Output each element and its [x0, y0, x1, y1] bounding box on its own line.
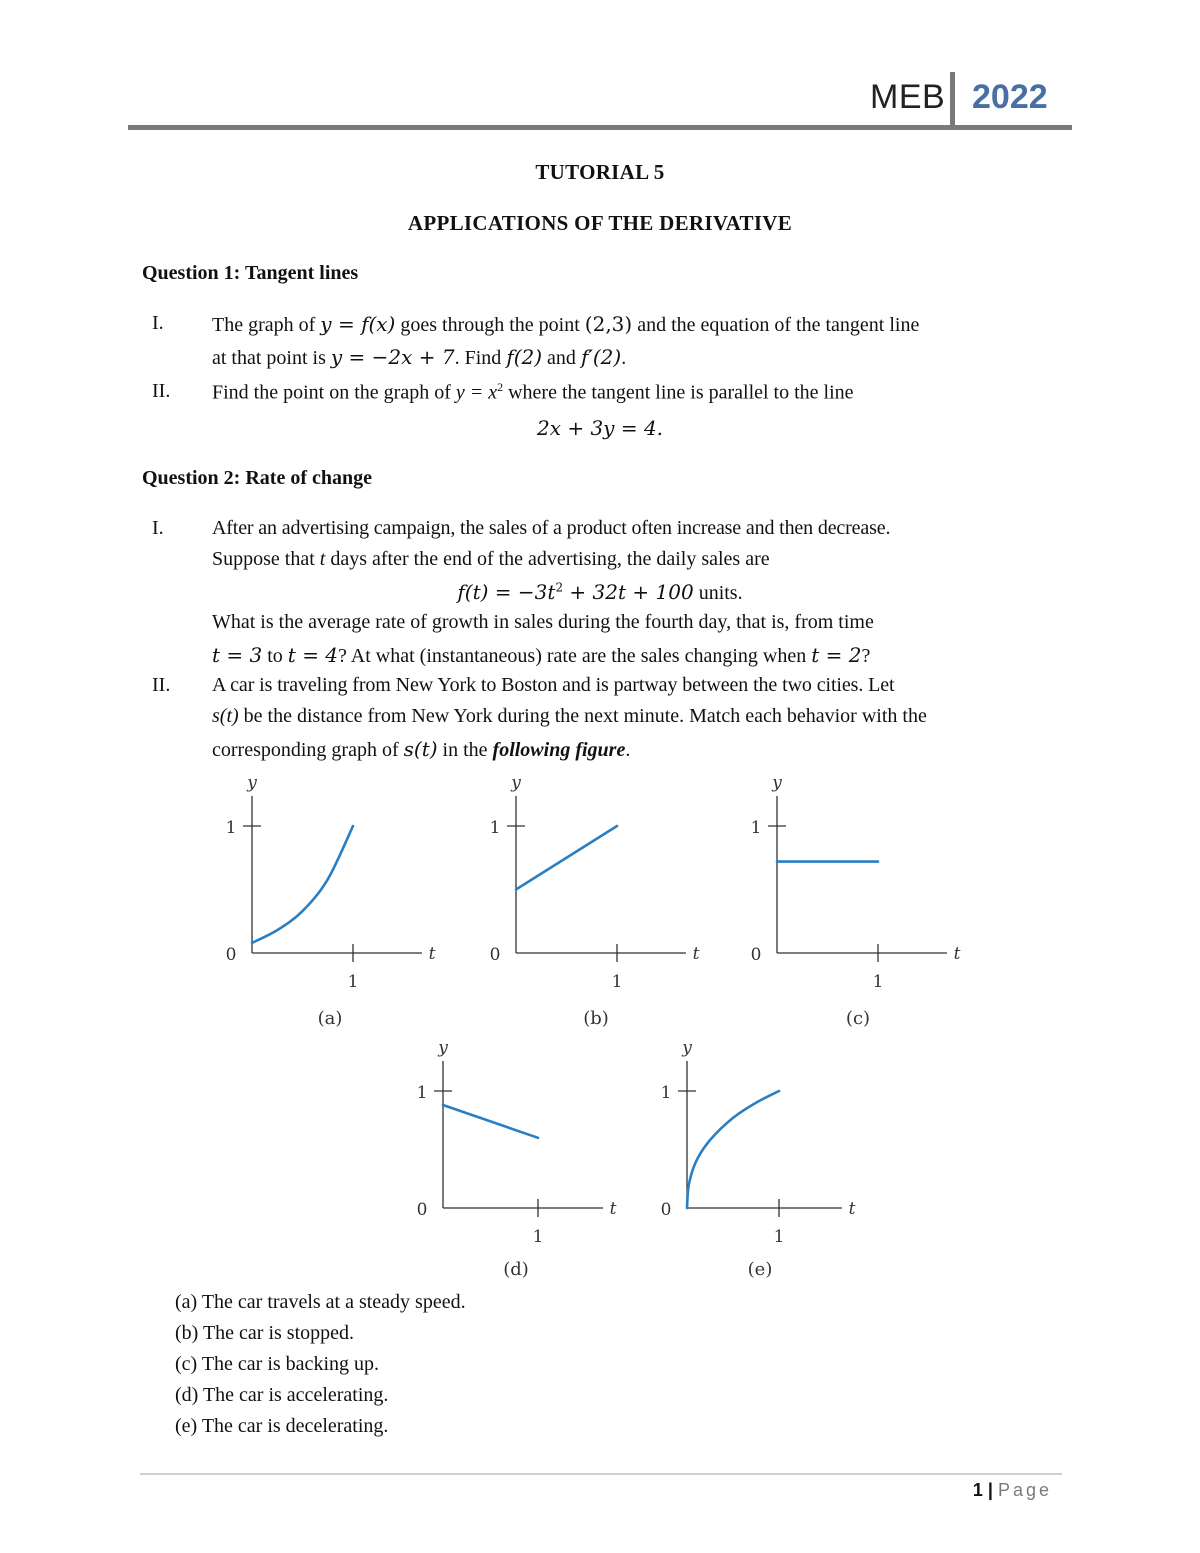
page-footer	[900, 1480, 1052, 1501]
answer-choice-b: (b) The car is stopped.	[175, 1322, 355, 1344]
origin-label: 0	[416, 1200, 428, 1220]
graph-a	[226, 773, 436, 1029]
q2-item-2-number: II.	[152, 674, 171, 696]
y-axis-label: y	[247, 773, 257, 793]
graph-caption: (a)	[317, 1008, 343, 1029]
graph-e	[661, 1038, 856, 1280]
series-line	[252, 826, 353, 943]
y-tick-label-1: 1	[660, 1083, 672, 1103]
question-1-heading: Question 1: Tangent lines	[142, 262, 359, 284]
footer-rule	[140, 1473, 1062, 1475]
footer-separator: |	[982, 1480, 998, 1500]
page-subtitle: APPLICATIONS OF THE DERIVATIVE	[407, 211, 793, 235]
t-axis-label: t	[609, 1199, 617, 1219]
q2-item-2-line-2: s(t) be the distance from New York during the next minute. Match each behavior with the	[212, 705, 927, 727]
q1-item-1-line-1: The graph of y = f(x) goes through the point (2,3) and the equation of the tangent line	[212, 312, 920, 336]
y-axis-label: y	[511, 773, 521, 793]
graph-caption: (c)	[845, 1008, 871, 1029]
answer-choice-e: (e) The car is decelerating.	[175, 1415, 389, 1437]
page-number: 1	[972, 1480, 983, 1500]
graph-d	[417, 1038, 617, 1280]
t-axis-label: t	[428, 944, 436, 964]
q2-item-1-equation: $f(t) = -3t^2 + 32t + 100$ units.	[457, 580, 743, 604]
q2-item-2-line-3: corresponding graph of s(t) in the following figure.	[212, 737, 631, 761]
series-line	[443, 1105, 538, 1138]
y-tick-label-1: 1	[225, 818, 237, 838]
origin-label: 0	[225, 945, 237, 965]
origin-label: 0	[660, 1200, 672, 1220]
y-tick-label-1: 1	[416, 1083, 428, 1103]
t-tick-label-1: 1	[872, 972, 884, 992]
q2-item-2-line-1: A car is traveling from New York to Boston and is partway between the two cities. Let	[212, 674, 895, 696]
q1-item-2-line-1: Find the point on the graph of $y = x^2$ where the tangent line is parallel to the line	[212, 380, 854, 404]
origin-label: 0	[489, 945, 501, 965]
graph-caption: (e)	[747, 1259, 773, 1280]
y-axis-label: y	[772, 773, 782, 793]
t-tick-label-1: 1	[773, 1227, 785, 1247]
q2-item-1-line-2: Suppose that t days after the end of the advertising, the daily sales are	[212, 548, 770, 570]
header-org: MEB	[870, 78, 946, 116]
graph-c	[751, 773, 961, 1029]
q1-item-1-line-2: at that point is y = −2x + 7. Find f(2) and f′(2).	[212, 345, 627, 369]
page-label: Page	[997, 1480, 1052, 1500]
answer-choice-a: (a) The car travels at a steady speed.	[175, 1291, 466, 1313]
q1-item-2-number: II.	[152, 380, 171, 402]
series-line	[687, 1091, 779, 1208]
graph-caption: (d)	[503, 1259, 529, 1280]
q1-item-2-equation: 2x + 3y = 4.	[536, 416, 664, 440]
t-axis-label: t	[692, 944, 700, 964]
answer-choice-c: (c) The car is backing up.	[175, 1353, 379, 1375]
page-title: TUTORIAL 5	[535, 160, 665, 184]
q2-item-1-line-1: After an advertising campaign, the sales of a product often increase and then decrease.	[212, 517, 891, 539]
header-year: 2022	[972, 78, 1048, 116]
y-axis-label: y	[682, 1038, 692, 1058]
y-tick-label-1: 1	[489, 818, 501, 838]
y-axis-label: y	[438, 1038, 448, 1058]
t-axis-label: t	[953, 944, 961, 964]
t-tick-label-1: 1	[532, 1227, 544, 1247]
q1-item-1-number: I.	[152, 312, 164, 334]
graph-b	[490, 773, 700, 1029]
q2-item-1-number: I.	[152, 517, 164, 539]
y-tick-label-1: 1	[750, 818, 762, 838]
answer-choice-d: (d) The car is accelerating.	[175, 1384, 389, 1406]
t-tick-label-1: 1	[611, 972, 623, 992]
q2-item-1-line-4: What is the average rate of growth in sales during the fourth day, that is, from time	[212, 611, 874, 633]
series-line	[516, 826, 617, 890]
q2-item-1-line-5: t = 3 to t = 4? At what (instantaneous) rate are the sales changing when t = 2?	[212, 643, 871, 667]
t-tick-label-1: 1	[347, 972, 359, 992]
question-2-heading: Question 2: Rate of change	[142, 467, 372, 489]
origin-label: 0	[750, 945, 762, 965]
graph-caption: (b)	[583, 1008, 609, 1029]
t-axis-label: t	[848, 1199, 856, 1219]
